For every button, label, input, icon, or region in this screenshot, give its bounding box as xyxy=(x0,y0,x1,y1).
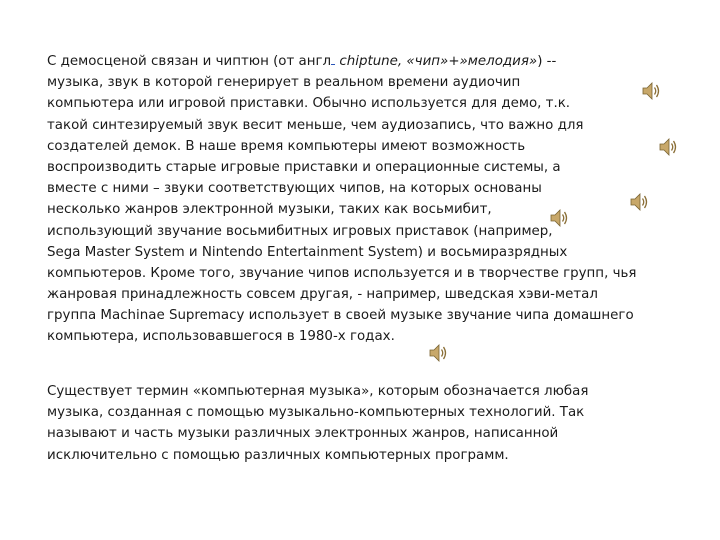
text-line: Существует термин «компьютерная музыка», которым обозначается любая xyxy=(47,384,589,399)
speaker-icon[interactable] xyxy=(628,191,650,213)
text-line: компьютера, использовавшегося в 1980-х годах. xyxy=(47,329,395,345)
text-line: такой синтезируемый звук весит меньше, чем аудиозапись, что важно для xyxy=(47,117,584,133)
paragraph-computer-music xyxy=(47,381,588,466)
text-line: несколько жанров электронной музыки, таких как восьмибит, xyxy=(47,202,492,218)
speaker-icon[interactable] xyxy=(427,342,449,364)
text-span: ) -- xyxy=(537,54,557,69)
text-line: создателей демок. В наше время компьютеры имеют возможность xyxy=(47,138,526,154)
text-span: С демосценой связан и чиптюн (от англ xyxy=(47,54,332,69)
text-line: жанровая принадлежность совсем другая, - например, шведская хэви-метал xyxy=(47,287,598,303)
text-line: использующий звучание восьмибитных игровых приставок (например, xyxy=(47,223,553,239)
term-chiptune: chiptune, «чип»+»мелодия» xyxy=(339,54,538,69)
text-line: музыка, созданная с помощью музыкально-компьютерных технологий. Так xyxy=(47,405,585,421)
text-line: воспроизводить старые игровые приставки и операционные системы, а xyxy=(47,159,561,175)
text-line: называют и часть музыки различных электронных жанров, написанной xyxy=(47,426,559,442)
paragraph-chiptune xyxy=(47,51,636,348)
speaker-icon[interactable] xyxy=(548,207,570,229)
text-line: Sega Master System и Nintendo Entertainment System) и восьмиразрядных xyxy=(47,244,568,260)
text-line: компьютеров. Кроме того, звучание чипов используется и в творчестве групп, чья xyxy=(47,265,637,281)
speaker-icon[interactable] xyxy=(640,80,662,102)
text-line: вместе с ними – звуки соответствующих чипов, на которых основаны xyxy=(47,181,542,197)
text-line: группа Machinae Supremacy использует в своей музыке звучание чипа домашнего xyxy=(47,308,634,324)
hyperlink-dot[interactable] xyxy=(331,52,335,65)
text-line: музыка, звук в которой генерирует в реальном времени аудиочип xyxy=(47,75,521,91)
text-line: компьютера или игровой приставки. Обычно используется для демо, т.к. xyxy=(47,96,571,112)
text-line xyxy=(47,51,636,72)
speaker-icon[interactable] xyxy=(657,136,679,158)
text-line: исключительно с помощью различных компьютерных программ. xyxy=(47,447,509,463)
